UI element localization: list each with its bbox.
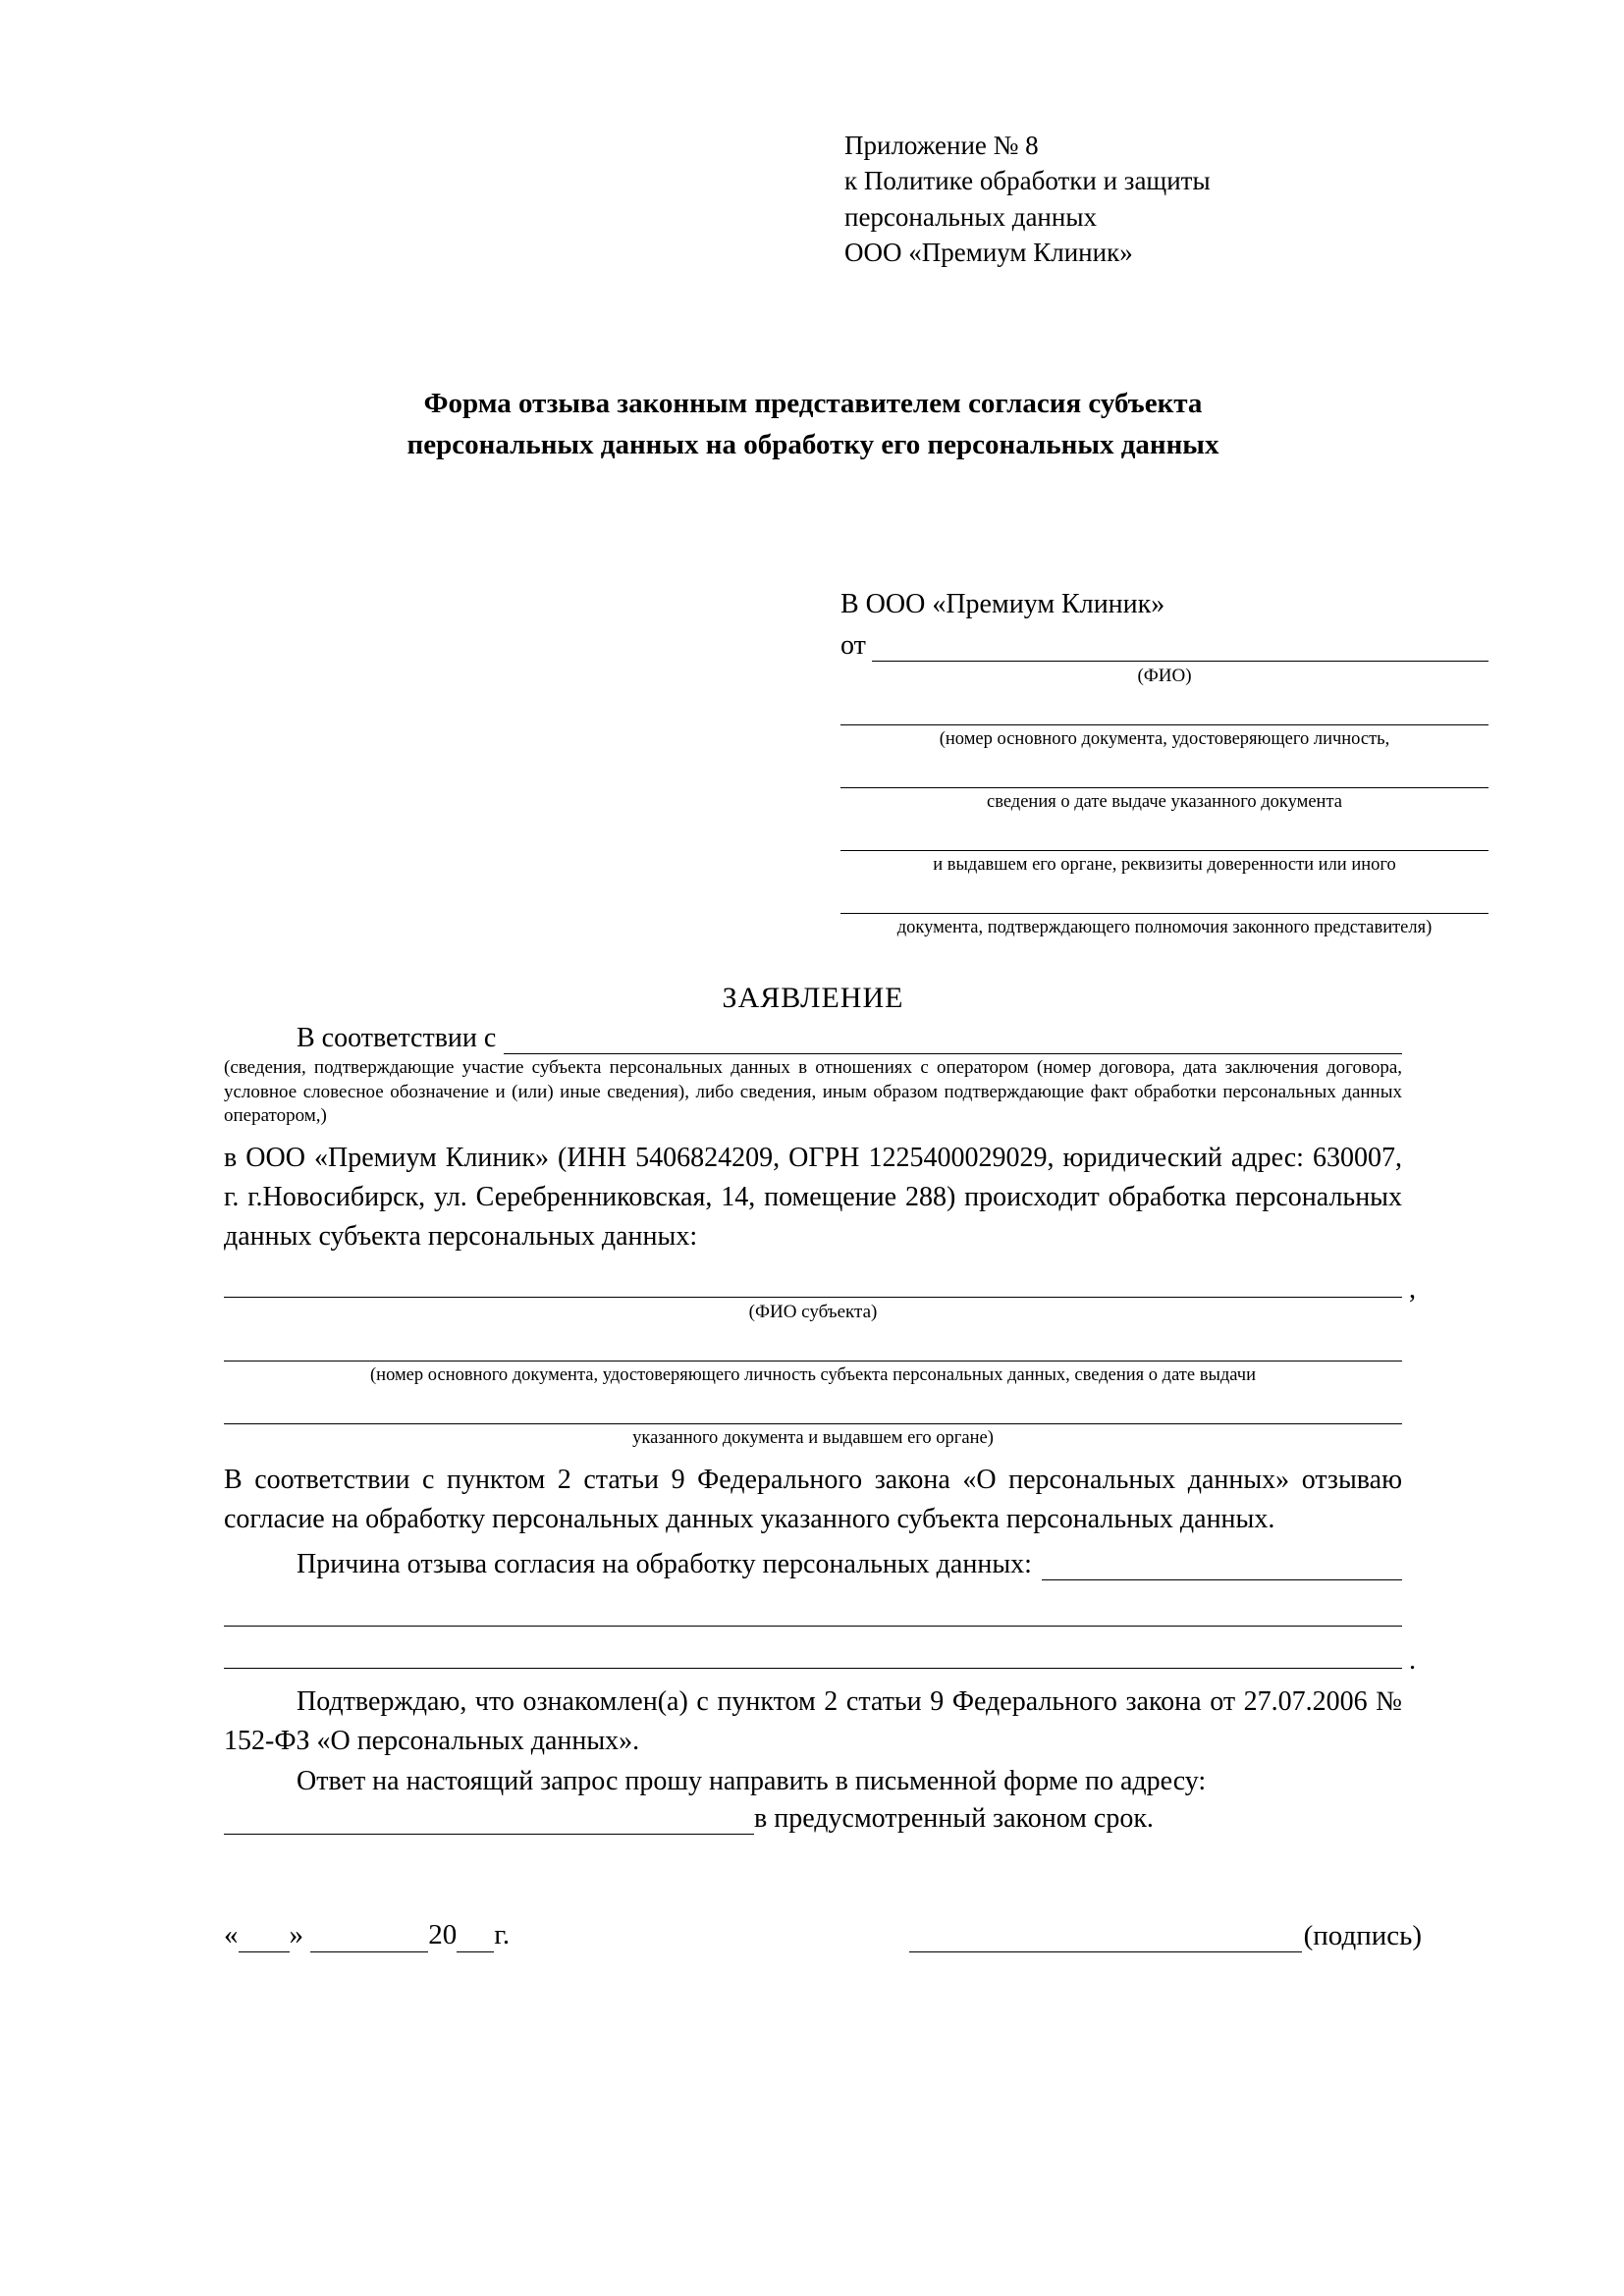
confirm-paragraph: Подтверждаю, что ознакомлен(а) с пунктом 2 статьи 9 Федерального закона от 27.07.2006 № 152-ФЗ «О персональных данных». — [224, 1685, 1402, 1756]
statement-intro-label: В соответствии с — [297, 1023, 497, 1053]
subject-organ-input-line[interactable] — [224, 1398, 1402, 1424]
appendix-line-1: Приложение № 8 — [844, 131, 1039, 160]
addressee-block — [840, 589, 1489, 950]
reason-input-line-1[interactable] — [1042, 1554, 1402, 1580]
from-row — [840, 630, 1489, 662]
caption-subject-doc: (номер основного документа, удостоверяющего личность субъекта персональных данных, сведения о дате выдачи — [370, 1365, 1256, 1386]
page-title-line-1: Форма отзыва законным представителем согласия субъекта — [423, 388, 1203, 419]
date-field[interactable] — [224, 1919, 510, 1952]
caption-document-date: сведения о дате выдаче указанного документа — [987, 791, 1342, 812]
statement-intro-input-line[interactable] — [504, 1028, 1402, 1054]
page-title-line-2: персональных данных на обработку его персональных данных — [406, 429, 1219, 461]
statement-block — [224, 982, 1416, 1835]
caption-document-number: (номер основного документа, удостоверяющего личность, — [939, 728, 1390, 749]
signature-input-line[interactable] — [909, 1926, 1302, 1952]
fio-input-line[interactable] — [872, 635, 1489, 662]
caption-document-power: документа, подтверждающего полномочия законного представителя) — [896, 918, 1433, 938]
page-title — [224, 383, 1402, 465]
caption-fio: (ФИО) — [1137, 666, 1192, 686]
operator-paragraph: в ООО «Премиум Клиник» (ИНН 5406824209, ОГРН 1225400029029, юридический адрес: 630007, г. г.Новосибирск, ул. Серебренниковская, 14, помещение 288) происходит обработка персональных данных субъекта персональных данных: — [224, 1143, 1402, 1252]
answer-address-row — [224, 1803, 1402, 1835]
appendix-line-3: персональных данных — [844, 201, 1097, 232]
date-quote-open: « — [224, 1919, 239, 1950]
subject-fio-input-line[interactable] — [224, 1275, 1402, 1298]
statement-intro-row — [224, 1023, 1402, 1054]
answer-address-input-line[interactable] — [224, 1808, 754, 1835]
period-mark: . — [1409, 1644, 1416, 1676]
revoke-paragraph: В соответствии с пунктом 2 статьи 9 Федерального закона «О персональных данных» отзываю согласие на обработку персональных данных указанного субъекта персональных данных. — [224, 1465, 1402, 1535]
appendix-line-2: к Политике обработки и защиты — [844, 166, 1211, 196]
statement-fine-note: (сведения, подтверждающие участие субъекта персональных данных в отношениях с оператором (номер договора, дата заключения договора, условное словесное обозначение и (или) иные сведения), либо сведения, иным образом подтверждающие факт обработки персональных данных оператором,) — [224, 1057, 1402, 1127]
signature-field — [909, 1920, 1422, 1952]
reason-row-3 — [224, 1644, 1416, 1676]
caption-subject-organ: указанного документа и выдавшем его органе) — [632, 1428, 994, 1449]
subject-fio-row — [224, 1274, 1416, 1306]
from-label: от — [840, 630, 866, 661]
appendix-header — [844, 128, 1394, 271]
date-quote-close: » — [289, 1919, 303, 1950]
document-date-input-line[interactable] — [840, 762, 1489, 788]
caption-subject-fio: (ФИО субъекта) — [748, 1302, 878, 1323]
reason-row — [224, 1549, 1402, 1580]
document-number-input-line[interactable] — [840, 699, 1489, 725]
caption-document-organ: и выдавшем его органе, реквизиты доверенности или иного — [933, 855, 1396, 875]
comma-mark: , — [1409, 1274, 1416, 1306]
date-year: 20 — [428, 1919, 458, 1950]
answer-paragraph: Ответ на настоящий запрос прошу направить в письменной форме по адресу: — [297, 1766, 1207, 1797]
reason-input-line-2[interactable] — [224, 1600, 1402, 1627]
signature-row — [224, 1919, 1422, 1952]
reason-label: Причина отзыва согласия на обработку персональных данных: — [297, 1548, 1032, 1579]
document-power-input-line[interactable] — [840, 887, 1489, 914]
reason-input-line-3[interactable] — [224, 1646, 1402, 1669]
answer-tail-label: в предусмотренный законом срок. — [754, 1803, 1154, 1835]
addressee-organization: В ООО «Премиум Клиник» — [840, 589, 1165, 619]
subject-doc-input-line[interactable] — [224, 1335, 1402, 1362]
document-organ-input-line[interactable] — [840, 825, 1489, 851]
date-suffix: г. — [494, 1919, 511, 1950]
statement-heading: ЗАЯВЛЕНИЕ — [722, 982, 904, 1014]
caption-signature: (подпись) — [1303, 1920, 1422, 1951]
appendix-line-4: ООО «Премиум Клиник» — [844, 238, 1133, 268]
